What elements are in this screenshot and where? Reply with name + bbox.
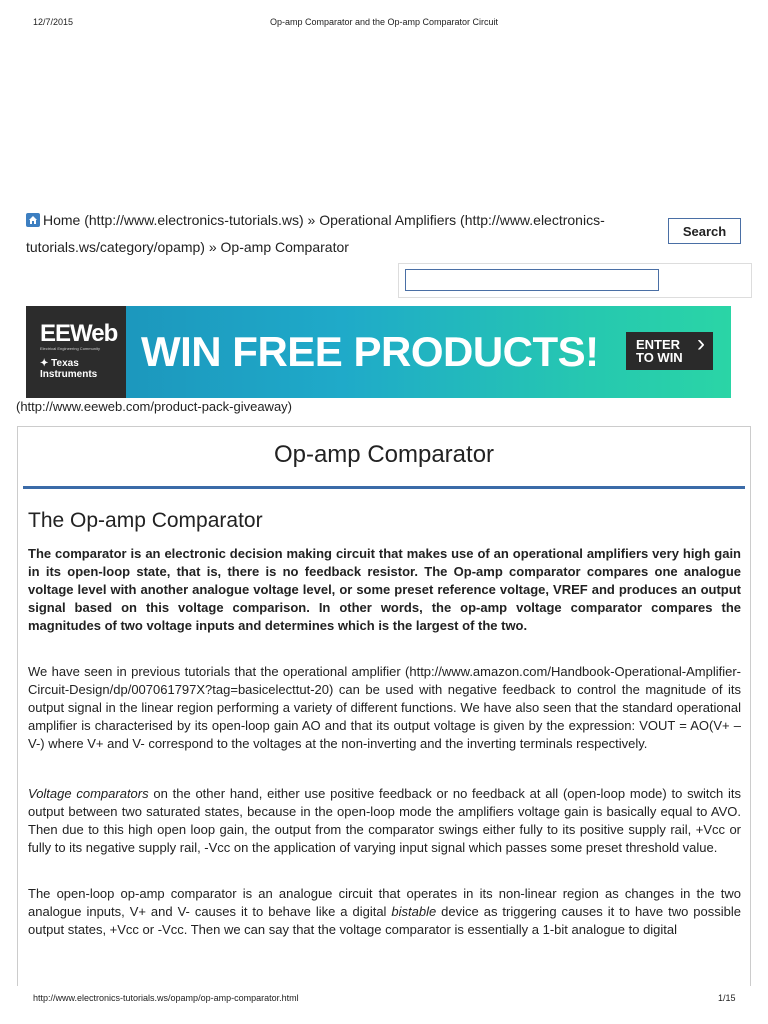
breadcrumb-text[interactable]: Home (http://www.electronics-tutorials.ws) » Operational Amplifiers (http://www.electronics-tutorials.ws/category/opamp) » Op-amp Comparator: [26, 212, 605, 255]
paragraph-3-text-a: The open-loop op-amp comparator is an analogue circuit that operates in its non-linear region as changes in the two analogue inputs, V+ and V- causes it to behave like a digital: [28, 886, 741, 919]
chevron-right-icon: ›: [697, 330, 705, 357]
paragraph-2-italic: Voltage comparators: [28, 786, 149, 801]
search-container: [398, 263, 752, 298]
search-input[interactable]: [405, 269, 659, 291]
paragraph-3-italic: bistable: [391, 904, 437, 919]
print-footer-url: http://www.electronics-tutorials.ws/opamp/op-amp-comparator.html: [33, 993, 299, 1003]
banner-headline: WIN FREE PRODUCTS!: [141, 328, 599, 375]
article-title: Op-amp Comparator: [273, 441, 495, 468]
home-icon[interactable]: [26, 213, 40, 227]
eeweb-logo: [26, 306, 126, 398]
promo-banner[interactable]: [26, 306, 731, 398]
eeweb-logo-subtext: Electrical Engineering Community: [40, 346, 101, 351]
intro-paragraph: The comparator is an electronic decision making circuit that makes use of an operational amplifiers very high gain in its open-loop state, that is, there is no feedback resistor. The Op-amp comparator compares one analogue voltage level with another analogue voltage level, or some preset reference voltage, VREF and produces an output signal based on this voltage comparison. In other words, the op-amp voltage comparator compares the magnitudes of two voltage inputs and determines which is the largest of the two.: [28, 546, 741, 633]
title-divider: [23, 486, 745, 489]
print-date: 12/7/2015: [33, 17, 74, 27]
search-button[interactable]: Search: [668, 218, 741, 244]
ti-logo: ✦ Texas Instruments: [40, 358, 98, 380]
banner-link[interactable]: (http://www.eeweb.com/product-pack-giveaway): [16, 399, 293, 414]
section-heading: The Op-amp Comparator: [28, 509, 263, 532]
paragraph-1: We have seen in previous tutorials that the operational amplifier (http://www.amazon.com/Handbook-Operational-Amplifier-Circuit-Design/dp/007061797X?tag=basicelecttut-20) can be used with negative feedback to control the magnitude of its output signal in the linear region performing a variety of different functions. We have also seen that the standard operational amplifier is characterised by its open-loop gain AO and that its output voltage is given by the expression: VOUT = AO(V+ – V-) where V+ and V- correspond to the voltages at the non-inverting and the inverting terminals respectively.: [28, 664, 741, 751]
paragraph-2-text: on the other hand, either use positive feedback or no feedback at all (open-loop mode) to switch its output between two saturated states, because in the open-loop mode the amplifiers voltage gain is basically equal to AVO. Then due to this high open loop gain, the output from the comparator swings either fully to its positive supply rail, +Vcc or fully to its negative supply rail, -Vcc on the application of varying input signal which passes some preset threshold value.: [28, 786, 741, 855]
enter-to-win-button[interactable]: ENTER TO WIN ›: [626, 332, 713, 370]
eeweb-logo-text: EEWeb: [40, 320, 118, 347]
breadcrumb[interactable]: [26, 207, 656, 261]
print-title: Op-amp Comparator and the Op-amp Comparator Circuit: [269, 17, 499, 27]
print-page-number: 1/15: [718, 993, 736, 1003]
paragraph-2: [28, 785, 741, 857]
paragraph-3: [28, 885, 741, 939]
article: [17, 426, 751, 986]
paragraph-3-text-b: device as triggering causes it to have two possible output states, +Vcc or -Vcc. Then we can say that the voltage comparator is essentially a 1-bit analogue to digital: [28, 904, 741, 937]
